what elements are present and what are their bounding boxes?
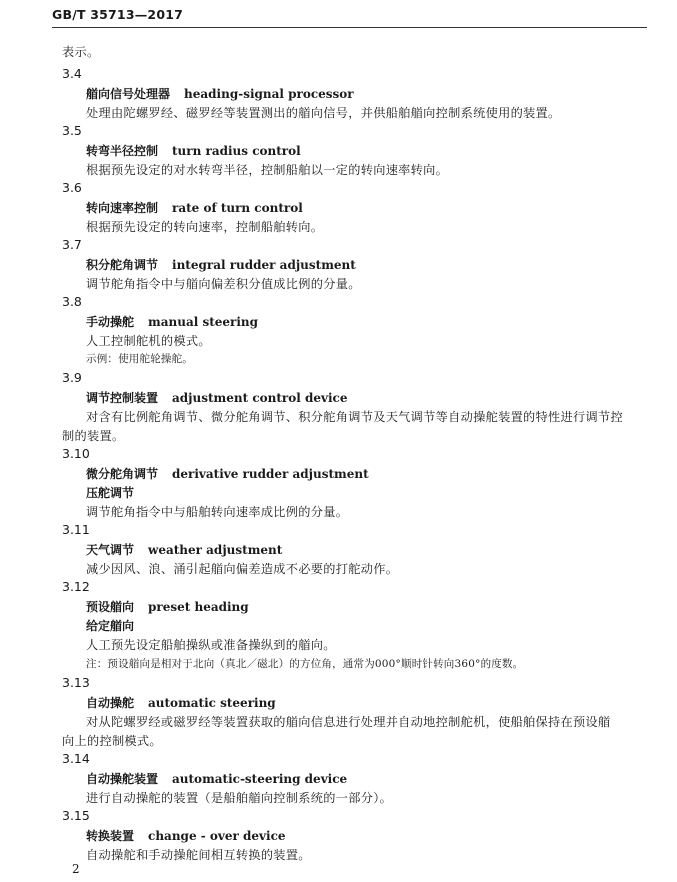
term-heading (86, 85, 354, 102)
synonym-term: 给定艏向 (86, 619, 135, 633)
term-en: heading-signal processor (184, 87, 354, 101)
term-zh: 手动操舵 (86, 315, 135, 329)
term-heading (86, 598, 249, 615)
definition: 调节舵角指令中与艏向偏差积分值成比例的分量。 (86, 277, 361, 291)
clause-number: 3.5 (62, 123, 82, 138)
term-zh: 转换装置 (86, 829, 135, 843)
clause-number: 3.9 (62, 370, 82, 385)
definition: 对从陀螺罗经或磁罗经等装置获取的艏向信息进行处理并自动地控制舵机，使船舶保持在预设艏 (86, 715, 611, 729)
clause-number: 3.11 (62, 522, 90, 537)
synonym-term: 压舵调节 (86, 486, 135, 500)
term-en: adjustment control device (172, 391, 348, 405)
term-en: integral rudder adjustment (172, 258, 356, 272)
definition: 进行自动操舵的装置（是船舶艏向控制系统的一部分）。 (86, 791, 393, 805)
term-zh: 艏向信号处理器 (86, 87, 171, 101)
example-text: 示例：使用舵轮操舵。 (86, 353, 193, 365)
definition: 根据预先设定的转向速率，控制船舶转向。 (86, 220, 324, 234)
term-en: derivative rudder adjustment (172, 467, 369, 481)
term-en: preset heading (148, 600, 249, 614)
term-en: manual steering (148, 315, 259, 329)
term-heading (86, 142, 301, 159)
definition: 人工预先设定船舶操纵或准备操纵到的艏向。 (86, 638, 336, 652)
term-heading (86, 256, 356, 273)
definition: 处理由陀螺罗经、磁罗经等装置测出的艏向信号，并供船舶艏向控制系统使用的装置。 (86, 106, 561, 120)
clause-number: 3.13 (62, 675, 90, 690)
clause-number: 3.6 (62, 180, 82, 195)
term-heading (86, 770, 347, 787)
term-en: change - over device (148, 829, 286, 843)
term-zh: 自动操舵装置 (86, 772, 159, 786)
term-zh: 积分舵角调节 (86, 258, 159, 272)
term-en: automatic-steering device (172, 772, 348, 786)
definition: 自动操舵和手动操舵间相互转换的装置。 (86, 848, 311, 862)
clause-number: 3.12 (62, 579, 90, 594)
clause-number: 3.10 (62, 446, 90, 461)
note-text: 注：预设艏向是相对于北向（真北／磁北）的方位角，通常为000°顺时针转向360°的度数。 (86, 658, 524, 670)
clause-number: 3.8 (62, 294, 82, 309)
clause-number: 3.4 (62, 66, 82, 81)
definition: 根据预先设定的对水转弯半径，控制船舶以一定的转向速率转向。 (86, 163, 449, 177)
term-en: automatic steering (148, 696, 276, 710)
term-zh: 转弯半径控制 (86, 144, 159, 158)
term-heading (86, 313, 258, 330)
term-en: weather adjustment (148, 543, 283, 557)
definition: 对含有比例舵角调节、微分舵角调节、积分舵角调节及天气调节等自动操舵装置的特性进行调节控 (86, 410, 623, 424)
definition: 减少因风、浪、涌引起艏向偏差造成不必要的打舵动作。 (86, 562, 399, 576)
standard-code-header: GB/T 35713—2017 (52, 7, 184, 22)
term-en: rate of turn control (172, 201, 303, 215)
term-zh: 微分舵角调节 (86, 467, 159, 481)
clause-number: 3.7 (62, 237, 82, 252)
term-heading (86, 465, 369, 482)
term-heading (86, 389, 347, 406)
term-zh: 转向速率控制 (86, 201, 159, 215)
page-number: 2 (72, 862, 80, 876)
definition: 人工控制舵机的模式。 (86, 334, 211, 348)
header-rule (52, 27, 647, 28)
term-en: turn radius control (172, 144, 301, 158)
term-zh: 预设艏向 (86, 600, 135, 614)
term-heading (86, 827, 286, 844)
clause-number: 3.14 (62, 751, 90, 766)
clause-number: 3.15 (62, 808, 90, 823)
definition-continuation: 制的装置。 (62, 429, 125, 443)
intro-text: 表示。 (62, 45, 100, 59)
term-heading (86, 694, 276, 711)
term-zh: 自动操舵 (86, 696, 135, 710)
term-heading (86, 199, 303, 216)
term-zh: 天气调节 (86, 543, 135, 557)
term-zh: 调节控制装置 (86, 391, 159, 405)
term-heading (86, 541, 282, 558)
definition-continuation: 向上的控制模式。 (62, 734, 162, 748)
definition: 调节舵角指令中与船舶转向速率成比例的分量。 (86, 505, 349, 519)
